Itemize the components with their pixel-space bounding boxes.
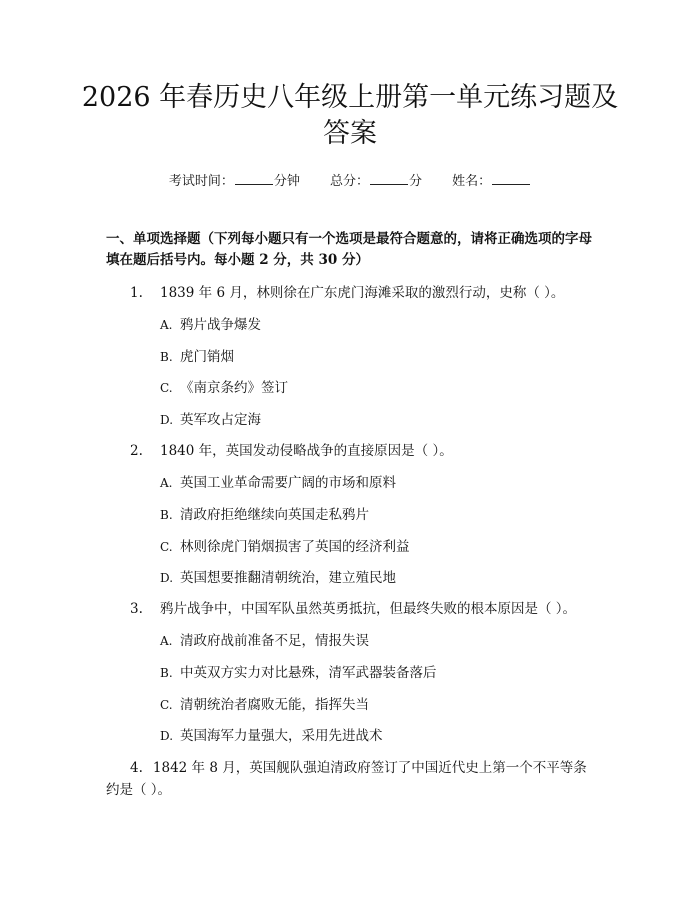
title-line-2: 答案	[323, 118, 377, 149]
section-heading: 一、单项选择题（下列每小题只有一个选项是最符合题意的，请将正确选项的字母填在题后括号内。每小题 2 分，共 30 分）	[106, 231, 592, 268]
question-3	[0, 598, 700, 620]
exam-time-blank[interactable]	[235, 174, 273, 185]
question-stem: 1840 年，英国发动侵略战争的直接原因是（ ）。	[160, 443, 453, 459]
option-text: 林则徐虎门销烟损害了英国的经济利益	[180, 539, 410, 555]
question-2-option-d	[160, 567, 396, 589]
question-1-option-c	[160, 377, 288, 399]
option-text: 虎门销烟	[180, 349, 234, 365]
question-stem: 1842 年 8 月，英国舰队强迫清政府签订了中国近代史上第一个不平等条约是（ ）。	[106, 760, 587, 798]
option-letter: B.	[160, 508, 173, 522]
option-text: 中英双方实力对比悬殊，清军武器装备落后	[180, 665, 437, 681]
question-2	[0, 440, 700, 462]
question-3-option-b	[160, 662, 437, 684]
total-score-label: 总分：	[329, 174, 369, 189]
option-text: 清政府拒绝继续向英国走私鸦片	[180, 507, 369, 523]
total-score-unit: 分	[409, 174, 423, 189]
option-letter: D.	[160, 413, 174, 427]
option-text: 英国想要推翻清朝统治，建立殖民地	[180, 570, 396, 586]
option-letter: A.	[160, 476, 173, 490]
question-number: 4.	[130, 760, 143, 776]
option-letter: A.	[160, 634, 173, 648]
question-3-option-a	[160, 630, 369, 652]
option-text: 鸦片战争爆发	[180, 317, 261, 333]
option-letter: A.	[160, 318, 173, 332]
exam-time-field	[169, 174, 300, 189]
option-letter: C.	[160, 381, 173, 395]
question-number: 1.	[130, 285, 143, 301]
question-number: 2.	[130, 443, 143, 459]
question-stem: 1839 年 6 月，林则徐在广东虎门海滩采取的激烈行动，史称（ ）。	[160, 285, 565, 301]
option-letter: C.	[160, 698, 173, 712]
total-score-field	[330, 174, 422, 189]
question-2-option-c	[160, 536, 410, 558]
question-3-option-d	[160, 725, 383, 747]
option-letter: C.	[160, 540, 173, 554]
option-text: 《南京条约》签订	[180, 380, 288, 396]
option-text: 英国工业革命需要广阔的市场和原料	[180, 475, 396, 491]
exam-meta	[0, 170, 700, 189]
total-score-blank[interactable]	[370, 174, 408, 185]
question-1-option-d	[160, 409, 261, 431]
question-1	[0, 282, 700, 304]
question-3-option-c	[160, 694, 369, 716]
option-letter: D.	[160, 729, 174, 743]
question-4	[106, 757, 596, 801]
exam-time-unit: 分钟	[273, 174, 300, 189]
option-letter: B.	[160, 350, 173, 364]
option-text: 清朝统治者腐败无能，指挥失当	[180, 697, 369, 713]
question-stem: 鸦片战争中，中国军队虽然英勇抵抗，但最终失败的根本原因是（ ）。	[160, 601, 577, 617]
option-letter: B.	[160, 666, 173, 680]
question-1-option-b	[160, 346, 234, 368]
question-2-option-b	[160, 504, 369, 526]
student-name-label: 姓名：	[452, 174, 492, 189]
document-title	[70, 80, 630, 152]
option-text: 英国海军力量强大，采用先进战术	[180, 728, 383, 744]
question-2-option-a	[160, 472, 396, 494]
exam-time-label: 考试时间：	[168, 174, 234, 189]
option-letter: D.	[160, 571, 174, 585]
option-text: 清政府战前准备不足，情报失误	[180, 633, 369, 649]
student-name-blank[interactable]	[492, 174, 530, 185]
student-name-field	[452, 174, 531, 189]
option-text: 英军攻占定海	[180, 412, 261, 428]
question-1-option-a	[160, 314, 261, 336]
question-number: 3.	[130, 601, 143, 617]
title-line-1: 2026 年春历史八年级上册第一单元练习题及	[81, 82, 619, 113]
